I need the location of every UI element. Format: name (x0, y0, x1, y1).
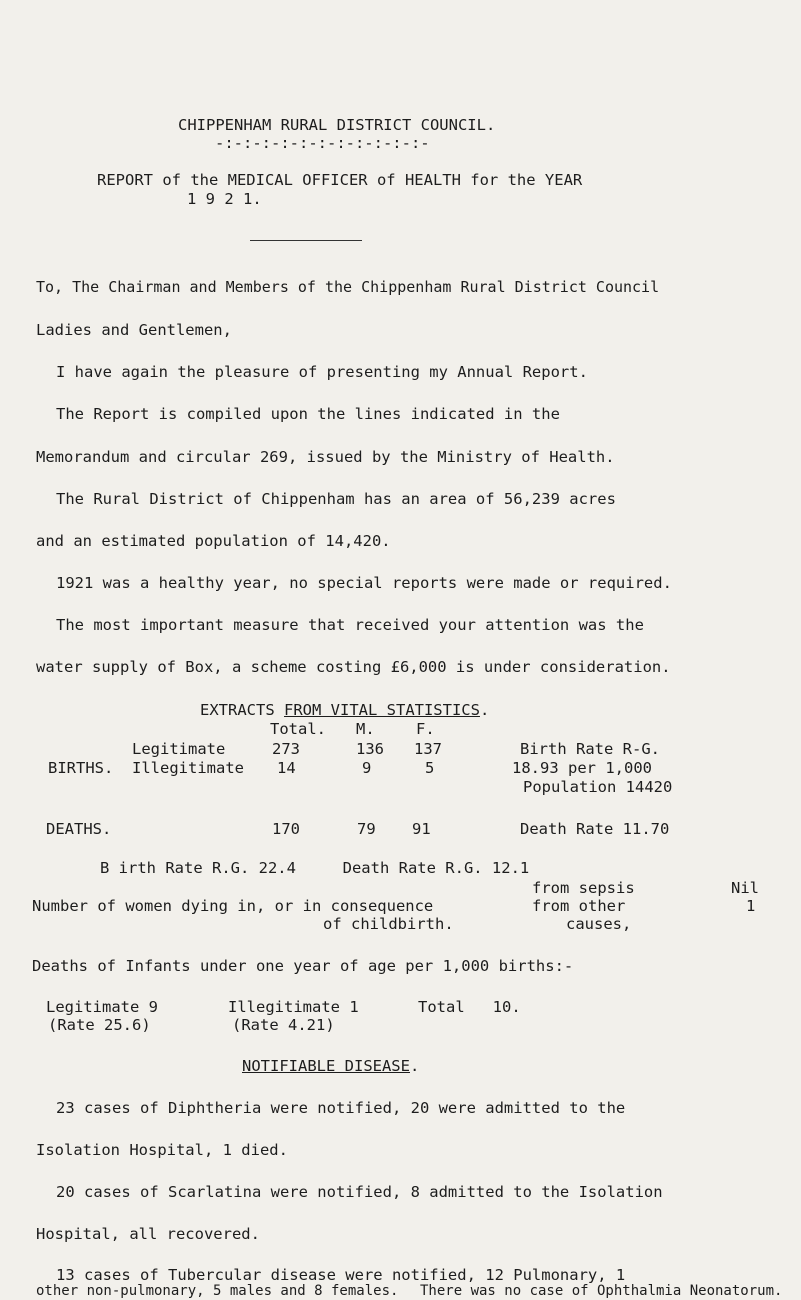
infant-legitimate: Legitimate 9 (46, 998, 158, 1016)
deaths-total: 170 (272, 820, 300, 838)
deaths-label: DEATHS. (46, 820, 112, 838)
paragraph-1: I have again the pleasure of presenting my Annual Report. (56, 363, 588, 381)
deaths-m: 79 (357, 820, 376, 838)
from-other-label: from other (532, 897, 626, 915)
deaths-f: 91 (412, 820, 431, 838)
notifiable-line-3: 20 cases of Scarlatina were notified, 8 admitted to the Isolation (56, 1183, 663, 1201)
notifiable-heading: NOTIFIABLE DISEASE. (242, 1057, 420, 1075)
salutation: To, The Chairman and Members of the Chippenham Rural District Council (36, 278, 660, 296)
vital-stats-heading: EXTRACTS FROM VITAL STATISTICS. (200, 701, 490, 719)
col-total-header: Total. (270, 720, 326, 738)
illegitimate-m: 9 (362, 759, 372, 777)
maternal-main-text: Number of women dying in, or in consequence (32, 897, 434, 915)
rg-rates-line: B irth Rate R.G. 22.4 Death Rate R.G. 12.1 (100, 859, 530, 877)
paragraph-4: The Rural District of Chippenham has an area of 56,239 acres (56, 490, 616, 508)
report-title: REPORT of the MEDICAL OFFICER of HEALTH for the YEAR (97, 171, 583, 189)
paragraph-8: water supply of Box, a scheme costing £6,000 is under consideration. (36, 658, 671, 676)
death-rate-line: Death Rate 11.70 (520, 820, 670, 838)
sepsis-value: Nil (731, 879, 759, 897)
notifiable-line-4: Hospital, all recovered. (36, 1225, 260, 1243)
paragraph-7: The most important measure that received your attention was the (56, 616, 644, 634)
notifiable-line-2: Isolation Hospital, 1 died. (36, 1141, 288, 1159)
illegitimate-label: Illegitimate (132, 759, 244, 777)
report-year: 1 9 2 1. (187, 190, 262, 208)
population-line: Population 14420 (523, 778, 673, 796)
infant-illegit-rate: (Rate 4.21) (232, 1016, 335, 1034)
col-m-header: M. (356, 720, 375, 738)
legitimate-f: 137 (414, 740, 442, 758)
causes-text: causes, (566, 915, 632, 933)
childbirth-text: of childbirth. (323, 915, 454, 933)
birth-rate-label: Birth Rate R-G. (520, 740, 660, 758)
infant-illegitimate: Illegitimate 1 (228, 998, 359, 1016)
illegitimate-total: 14 (277, 759, 296, 777)
birth-rate-value: 18.93 per 1,000 (512, 759, 652, 777)
other-value: 1 (746, 897, 756, 915)
council-title: CHIPPENHAM RURAL DISTRICT COUNCIL. (178, 116, 496, 134)
illegitimate-f: 5 (425, 759, 435, 777)
paragraph-2: The Report is compiled upon the lines indicated in the (56, 405, 560, 423)
legitimate-m: 136 (356, 740, 384, 758)
notifiable-line-1: 23 cases of Diphtheria were notified, 20 were admitted to the (56, 1099, 626, 1117)
paragraph-6: 1921 was a healthy year, no special reports were made or required. (56, 574, 672, 592)
infant-deaths-line: Deaths of Infants under one year of age per 1,000 births:- (32, 957, 574, 975)
notifiable-line-7: There was no case of Ophthalmia Neonatorum. (420, 1283, 783, 1299)
births-label: BIRTHS. (48, 759, 114, 777)
section-rule (250, 240, 362, 241)
from-sepsis-label: from sepsis (532, 879, 635, 897)
legitimate-total: 273 (272, 740, 300, 758)
paragraph-5: and an estimated population of 14,420. (36, 532, 391, 550)
greeting: Ladies and Gentlemen, (36, 321, 232, 339)
paragraph-3: Memorandum and circular 269, issued by the Ministry of Health. (36, 448, 615, 466)
title-divider: -:-:-:-:-:-:-:-:-:-:-:- (215, 134, 430, 152)
infant-total: Total 10. (418, 998, 521, 1016)
notifiable-line-5: 13 cases of Tubercular disease were notified, 12 Pulmonary, 1 (56, 1266, 626, 1284)
col-f-header: F. (416, 720, 435, 738)
legitimate-label: Legitimate (132, 740, 226, 758)
infant-legit-rate: (Rate 25.6) (48, 1016, 151, 1034)
notifiable-line-6: other non-pulmonary, 5 males and 8 females. (36, 1283, 399, 1299)
